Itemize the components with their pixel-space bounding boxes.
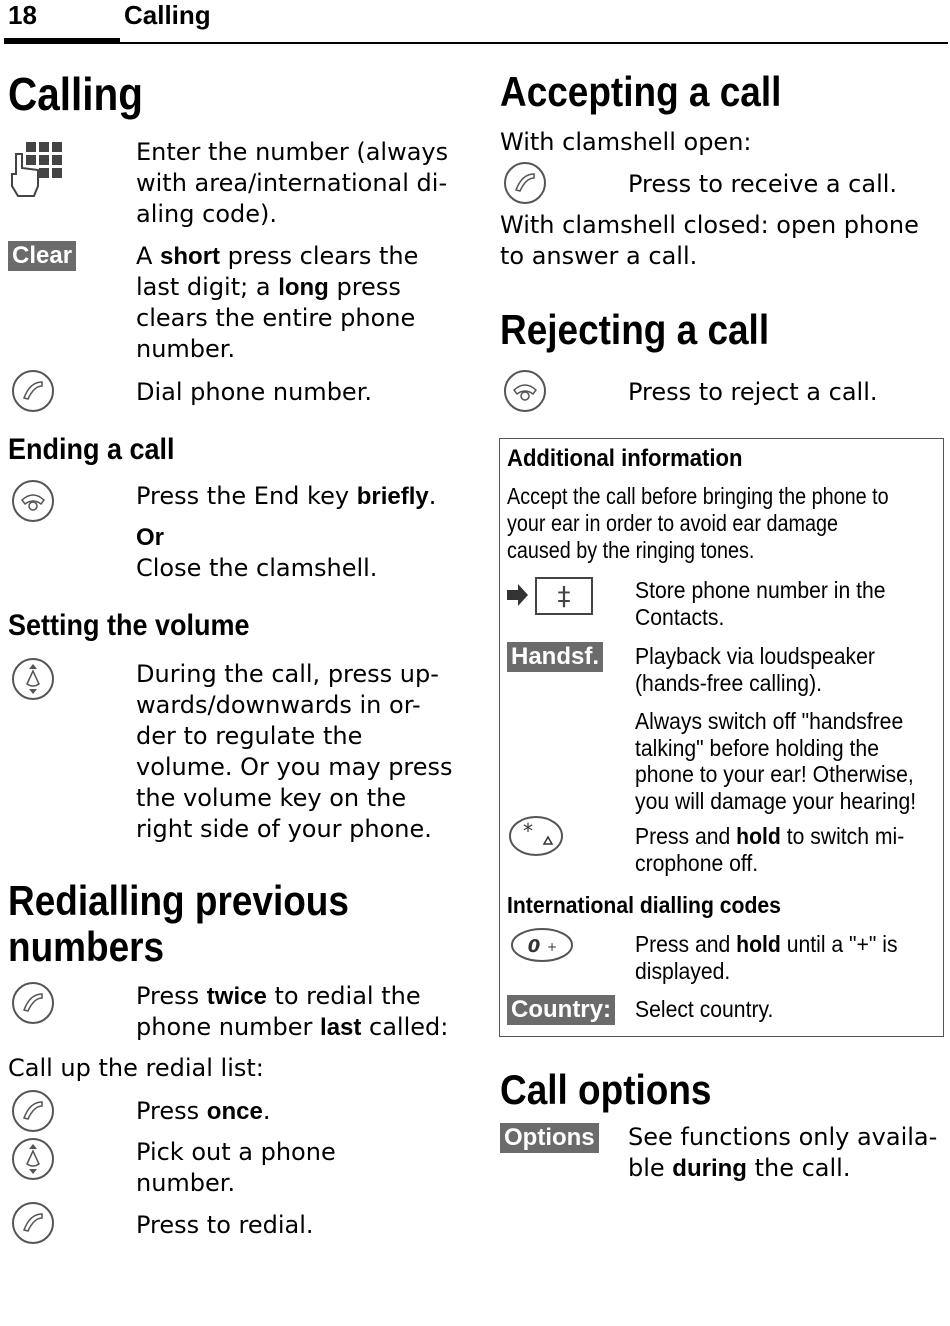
intl-codes-title: International dialling codes xyxy=(507,892,781,918)
section-title-ending: Ending a call xyxy=(8,433,175,466)
svg-text:+: + xyxy=(546,940,558,954)
end-text: Press the End key briefly. xyxy=(136,482,437,510)
options-text: See functions only availa- ble during the call. xyxy=(628,1123,938,1182)
page-header xyxy=(0,0,950,44)
clear-text: A short press clears the last digit; a long press clears the entire phone number. xyxy=(136,242,419,363)
close-text: Close the clamshell. xyxy=(136,554,378,582)
press-redial-text: Press to redial. xyxy=(136,1211,314,1239)
info-title: Additional information xyxy=(507,445,743,472)
clamshell-closed-text: With clamshell closed: open phone to answer a call. xyxy=(500,211,919,270)
zero-key-icon xyxy=(510,926,574,964)
pick-text: Pick out a phone number. xyxy=(136,1138,336,1197)
press-once-text: Press once. xyxy=(136,1097,271,1125)
clear-softkey[interactable]: Clear xyxy=(8,241,76,271)
store-text: Store phone number in the Contacts. xyxy=(635,577,886,630)
call-key-icon xyxy=(10,368,56,414)
svg-text:0: 0 xyxy=(527,936,541,957)
handsfree-text: Playback via loudspeaker (hands-free calling). xyxy=(635,643,875,696)
clamshell-open-text: With clamshell open: xyxy=(500,128,752,156)
navigation-key-icon xyxy=(10,1136,56,1182)
dial-text: Dial phone number. xyxy=(136,378,372,406)
options-softkey[interactable]: Options xyxy=(500,1123,599,1153)
country-softkey[interactable]: Country: xyxy=(507,995,615,1025)
receive-text: Press to receive a call. xyxy=(628,170,898,198)
section-title-calling: Calling xyxy=(8,68,143,120)
redial-twice-text: Press twice to redial the phone number last called: xyxy=(136,982,449,1041)
header-title: Calling xyxy=(124,0,211,30)
enter-number-text: Enter the number (always with area/international di- aling code). xyxy=(136,138,449,228)
plus-text: Press and hold until a "+" is displayed. xyxy=(635,931,898,984)
handsfree-warning: Always switch off "handsfree talking" before holding the phone to your ear! Otherwise, you will damage your hearing! xyxy=(635,708,917,814)
end-key-icon xyxy=(502,368,548,414)
call-key-icon xyxy=(10,1088,56,1134)
keypad-icon xyxy=(8,140,62,198)
country-text: Select country. xyxy=(635,996,774,1022)
volume-text: During the call, press up- wards/downwards in or- der to regulate the volume. Or you may press the volume key on the right side of your phone. xyxy=(136,660,453,843)
navigation-key-icon xyxy=(10,656,56,702)
end-key-icon xyxy=(10,478,56,524)
reject-text: Press to reject a call. xyxy=(628,378,878,406)
svg-text:*: * xyxy=(523,819,533,843)
section-title-redial: Redialling previous numbers xyxy=(8,877,349,970)
call-key-icon xyxy=(10,1200,56,1246)
page-number: 18 xyxy=(8,0,37,30)
svg-text:‡: ‡ xyxy=(557,582,571,612)
call-key-icon xyxy=(10,980,56,1026)
redial-list-text: Call up the redial list: xyxy=(8,1054,264,1082)
section-title-rejecting: Rejecting a call xyxy=(500,306,770,353)
section-title-accepting: Accepting a call xyxy=(500,68,782,115)
info-paragraph: Accept the call before bringing the phone to your ear in order to avoid ear damage caused by the ringing tones. xyxy=(507,483,889,563)
header-rule xyxy=(4,42,948,44)
section-title-volume: Setting the volume xyxy=(8,609,250,642)
handsfree-softkey[interactable]: Handsf. xyxy=(507,642,603,672)
star-key-icon xyxy=(508,814,564,858)
call-key-icon xyxy=(502,160,548,206)
or-label: Or xyxy=(136,524,165,551)
store-contacts-icon xyxy=(506,576,596,616)
section-title-options: Call options xyxy=(500,1066,712,1113)
microphone-text: Press and hold to switch mi- crophone off. xyxy=(635,823,905,876)
